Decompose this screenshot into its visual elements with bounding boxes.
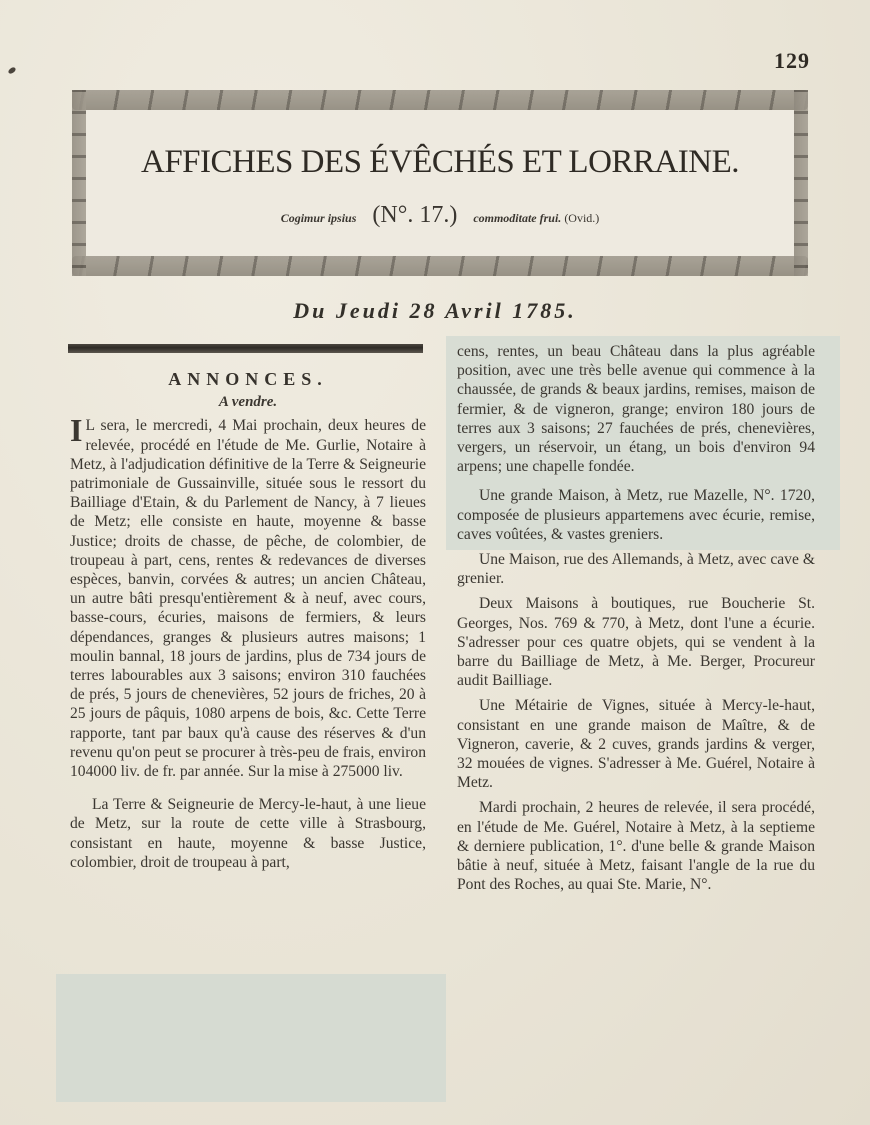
masthead [72, 90, 808, 276]
motto-right [473, 211, 599, 225]
ink-speck [7, 66, 16, 75]
right-column [457, 342, 815, 894]
announcement-paragraph-continued: cens, rentes, un beau Château dans la plus agréable position, avec une très belle avenue qui commence à la chaussée, de grands & beaux jardins, remises, maison de fermier, & de vigneron, grange; environ 180 jours de terres aux 3 saisons; 27 fauchées de prés, chenevières, vergers, un réservoir, un étang, un bois d'environ 94 arpens; une chapelle fondée. [457, 343, 815, 476]
announcement-paragraph [70, 412, 426, 781]
ornamental-border-bottom [72, 256, 808, 276]
announcement-paragraph: Deux Maisons à boutiques, rue Boucherie St. Georges, Nos. 769 & 770, à Metz, dont l'une a écurie. S'adresser pour ces quatre objets, qui se vendent à la barre du Bailliage de Metz, à Me. Berger, Procureur audit Bailliage. [457, 595, 815, 690]
issue-number: (N°. 17.) [372, 202, 458, 228]
dateline: Du Jeudi 28 Avril 1785. [293, 298, 577, 323]
announcement-paragraph: Une Métairie de Vignes, située à Mercy-le-haut, consistant en une grande maison de Maître, & de Vigneron, caverie, & 2 cuves, grands jardins & verger, 32 mouées de vignes. S'adresser à Me. Guérel, Notaire à Metz. [457, 697, 815, 792]
masthead-frame [86, 110, 794, 256]
masthead-title: AFFICHES DES ÉVÊCHÉS ET LORRAINE. [140, 144, 739, 180]
ornamental-border-top [72, 90, 808, 110]
motto-left: Cogimur ipsius [280, 211, 357, 225]
ornamental-border-left [72, 90, 86, 276]
drop-cap: I [70, 412, 83, 449]
motto-row [86, 202, 794, 229]
motto-right-text: commoditate frui. [473, 211, 562, 225]
announcement-paragraph: Une grande Maison, à Metz, rue Mazelle, N°. 1720, composée de plusieurs appartemens avec écurie, remise, caves voûtées, & vastes greniers. [457, 487, 815, 543]
announcement-paragraph: Une Maison, rue des Allemands, à Metz, avec cave & grenier. [457, 551, 815, 588]
ornamental-border-right [794, 90, 808, 276]
section-title: ANNONCES. [168, 369, 328, 389]
motto-author: (Ovid.) [564, 211, 600, 225]
subsection-title: A vendre. [218, 394, 278, 411]
column-rule [68, 344, 423, 353]
announcement-paragraph: La Terre & Seigneurie de Mercy-le-haut, à une lieue de Metz, sur la route de cette ville à Strasbourg, consistant en haute, moyenne & basse Justice, colombier, droit de troupeau à part, [70, 796, 426, 871]
highlight-region-left [56, 974, 446, 1102]
left-column [70, 368, 426, 872]
page-number: 129 [774, 48, 810, 73]
announcement-text: L sera, le mercredi, 4 Mai prochain, deux heures de relevée, procédé en l'étude de Me. Gurlie, Notaire à Metz, à l'adjudication définitive de la Terre & Seigneurie patrimoniale de Gussainville, située sous le ressort du Bailliage d'Etain, & du Parlement de Nancy, à 7 lieues de Metz; elle consiste en haute, moyenne & basse Justice; droits de chasse, de pêche, de colombier, de troupeau à part, cens, rentes & redevances de diverses espèces, banvin, corvées & autres; un ancien Château, un autre bâti presqu'entièrement & à neuf, avec cours, basse-cours, écuries, maisons de fermiers, & leurs dépendances, granges & plusieurs autres maisons; 1 moulin bannal, 18 jours de jardins, plus de 734 jours de terres labourables aux 3 saisons; environ 310 fauchées de prés, 5 jours de chenevières, 52 jours de friches, 20 à 25 jours de pâquis, 1080 arpens de bois, &c. Cette Terre rapporte, tant par baux qu'à cause des réserves & d'un revenu qu'on peut se procurer à très-peu de frais, environ 104000 liv. de fr. par année. Sur la mise à 275000 liv. [70, 417, 426, 781]
announcement-paragraph: Mardi prochain, 2 heures de relevée, il sera procédé, en l'étude de Me. Guérel, Notaire à Metz, à la septieme & derniere publication, 1°. d'une belle & grande Maison bâtie à neuf, située à Metz, faisant l'angle de la rue du Pont des Roches, au quai Ste. Marie, N°. [457, 799, 815, 894]
